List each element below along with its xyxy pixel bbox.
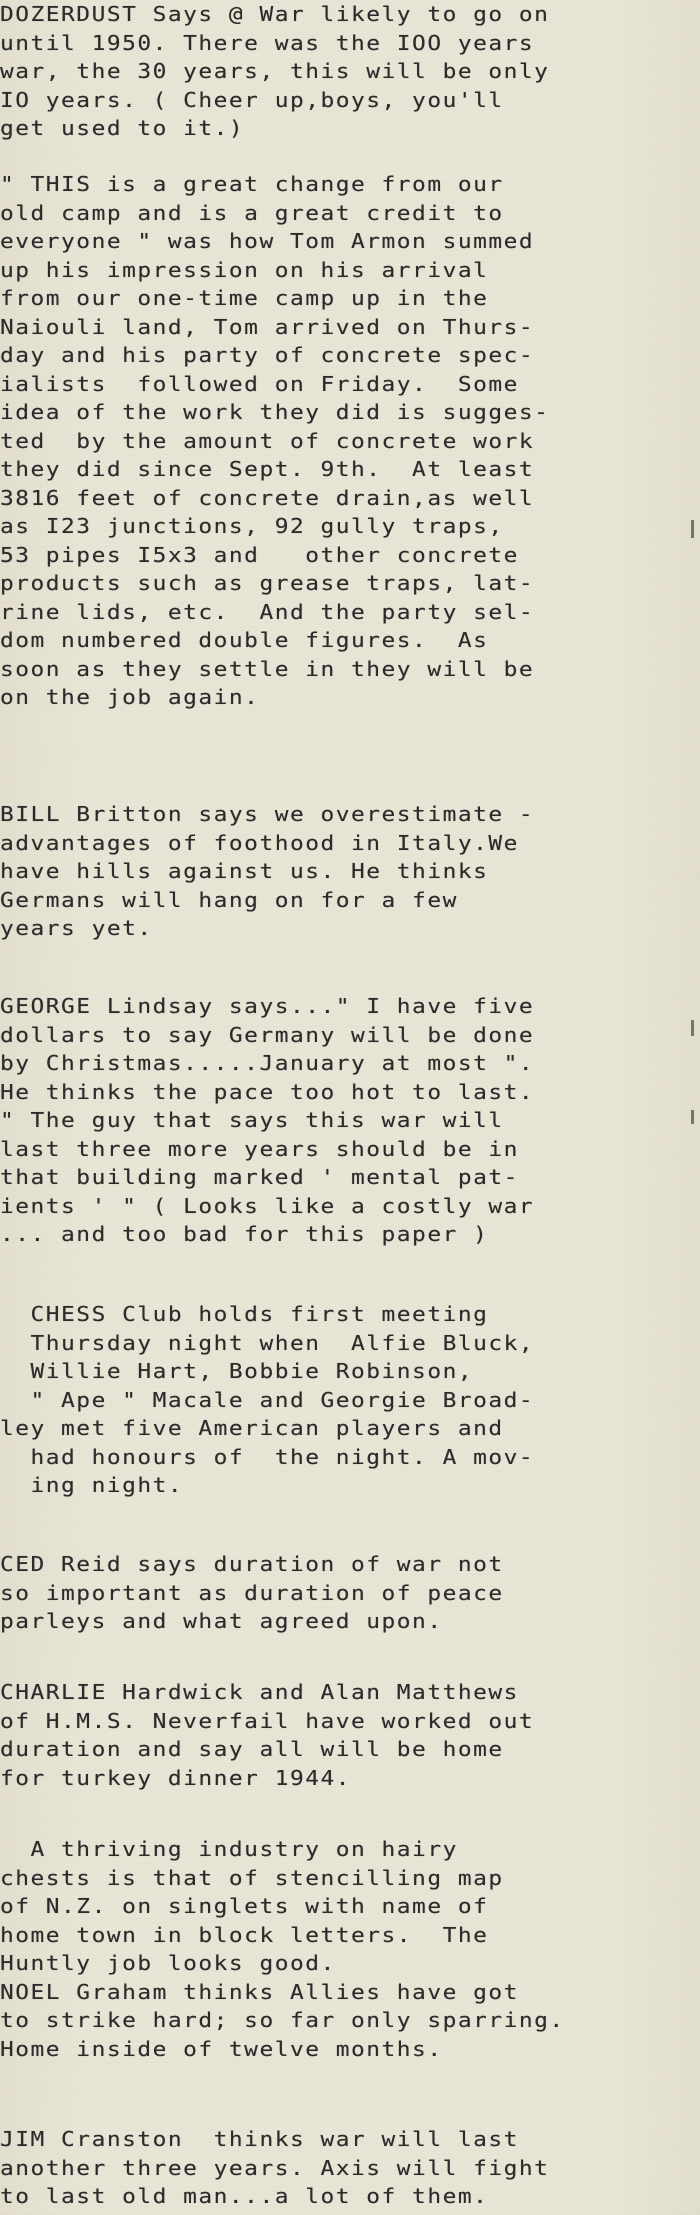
text-line: have hills against us. He thinks	[0, 859, 489, 883]
text-line: Thursday night when Alfie Bluck,	[0, 1330, 535, 1355]
text-line: 3816 feet of concrete drain,as well	[0, 485, 535, 510]
text-line: A thriving industry on hairy	[0, 1837, 458, 1861]
text-line: " The guy that says this war will	[0, 1108, 504, 1132]
text-line: they did since Sept. 9th. At least	[0, 457, 535, 481]
text-line: last three more years should be in	[0, 1136, 519, 1161]
paragraph-george-lindsay	[0, 992, 700, 1249]
text-line: duration and say all will be home	[0, 1737, 504, 1761]
paragraph-jim-cranston	[0, 2125, 700, 2211]
text-line: chests is that of stencilling map	[0, 1865, 504, 1890]
text-line: of H.M.S. Neverfail have worked out	[0, 1708, 535, 1733]
text-line: BILL Britton says we overestimate -	[0, 802, 535, 826]
text-line: that building marked ' mental pat-	[0, 1165, 519, 1189]
text-line: by Christmas.....January at most ".	[0, 1051, 535, 1075]
text-line: ients ' " ( Looks like a costly war	[0, 1193, 535, 1218]
text-line: ing night.	[0, 1473, 184, 1497]
paragraph-hairy-chests	[0, 1835, 700, 2063]
text-line: old camp and is a great credit to	[0, 200, 504, 225]
text-line: to strike hard; so far only sparring.	[0, 2008, 565, 2032]
text-line: DOZERDUST Says @ War likely to go on	[0, 2, 550, 26]
text-line: " THIS is a great change from our	[0, 172, 504, 196]
text-line: parleys and what agreed upon.	[0, 1609, 443, 1633]
text-line: ialists followed on Friday. Some	[0, 371, 519, 396]
text-line: war, the 30 years, this will be only	[0, 59, 550, 83]
text-line: advantages of foothood in Italy.We	[0, 830, 519, 855]
text-line: idea of the work they did is sugges-	[0, 400, 550, 424]
margin-ink-mark	[691, 1110, 694, 1124]
text-line: GEORGE Lindsay says..." I have five	[0, 994, 535, 1018]
text-line: dollars to say Germany will be done	[0, 1022, 535, 1047]
text-line: Home inside of twelve months.	[0, 2036, 443, 2061]
text-line: soon as they settle in they will be	[0, 656, 535, 681]
text-line: Willie Hart, Bobbie Robinson,	[0, 1359, 474, 1383]
text-line: Germans will hang on for a few	[0, 887, 458, 912]
text-line: products such as grease traps, lat-	[0, 571, 535, 595]
text-line: IO years. ( Cheer up,boys, you'll	[0, 87, 504, 112]
text-line: everyone " was how Tom Armon summed	[0, 229, 535, 253]
text-line: of N.Z. on singlets with name of	[0, 1894, 489, 1918]
text-line: NOEL Graham thinks Allies have got	[0, 1979, 519, 2004]
text-line: for turkey dinner 1944.	[0, 1765, 352, 1790]
text-line: ted by the amount of concrete work	[0, 428, 535, 453]
text-line: Naiouli land, Tom arrived on Thurs-	[0, 314, 535, 339]
text-line: another three years. Axis will fight	[0, 2155, 550, 2180]
text-line: 53 pipes I5x3 and other concrete	[0, 542, 519, 567]
text-line: get used to it.)	[0, 116, 245, 140]
text-line: on the job again.	[0, 685, 260, 709]
text-line: ley met five American players and	[0, 1416, 504, 1440]
text-line: home town in block letters. The	[0, 1922, 489, 1947]
text-line: " Ape " Macale and Georgie Broad-	[0, 1387, 535, 1412]
text-line: had honours of the night. A mov-	[0, 1444, 535, 1469]
text-line: from our one-time camp up in the	[0, 286, 489, 310]
text-line: rine lids, etc. And the party sel-	[0, 599, 535, 624]
text-line: He thinks the pace too hot to last.	[0, 1079, 535, 1104]
text-line: as I23 junctions, 92 gully traps,	[0, 514, 504, 538]
text-line: so important as duration of peace	[0, 1580, 504, 1605]
text-line: JIM Cranston thinks war will last	[0, 2127, 519, 2151]
text-line: years yet.	[0, 916, 153, 940]
text-line: ... and too bad for this paper )	[0, 1222, 489, 1246]
text-line: CHARLIE Hardwick and Alan Matthews	[0, 1680, 519, 1704]
text-line: up his impression on his arrival	[0, 257, 489, 282]
text-line: dom numbered double figures. As	[0, 628, 489, 652]
text-line: day and his party of concrete spec-	[0, 343, 535, 367]
text-line: until 1950. There was the IOO years	[0, 30, 535, 55]
paragraph-bill-britton	[0, 800, 700, 943]
text-line: to last old man...a lot of them.	[0, 2184, 489, 2208]
paragraph-dozerdust	[0, 0, 700, 143]
paragraph-charlie-hardwick	[0, 1678, 700, 1792]
margin-ink-mark	[691, 1020, 694, 1036]
paragraph-ced-reid	[0, 1550, 700, 1636]
margin-ink-mark	[691, 520, 694, 538]
paragraph-tom-armon	[0, 170, 700, 712]
text-line: Huntly job looks good.	[0, 1951, 336, 1975]
text-line: CED Reid says duration of war not	[0, 1552, 504, 1576]
paragraph-chess-club	[0, 1300, 700, 1500]
text-line: CHESS Club holds first meeting	[0, 1302, 489, 1326]
